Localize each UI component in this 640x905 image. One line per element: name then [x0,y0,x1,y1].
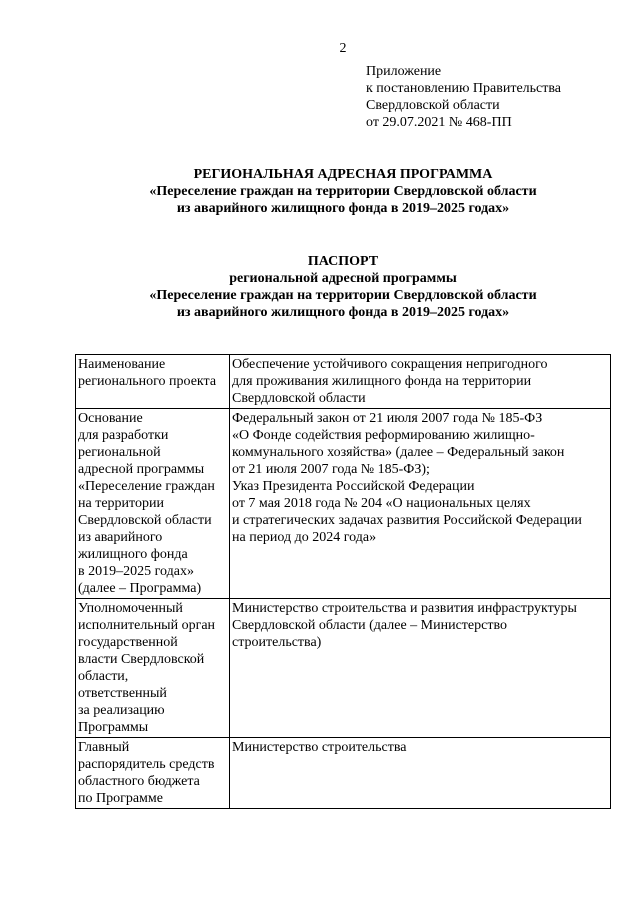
label-line: Наименование [78,357,166,372]
value-line: Министерство строительства и развития инфраструктуры [232,601,577,616]
row-value-cell [230,355,611,409]
label-line: из аварийного [78,530,163,545]
passport-heading-line: региональной адресной программы [229,271,457,286]
label-line: области, [78,669,129,684]
table-row [76,599,611,738]
label-line: адресной программы [78,462,205,477]
label-line: Программы [78,720,149,735]
program-heading [0,166,640,217]
value-line: Указ Президента Российской Федерации [232,479,475,494]
label-line: Главный [78,740,130,755]
value-line: «О Фонде содействия реформированию жилищно- [232,428,535,443]
value-line: от 21 июля 2007 года № 185-ФЗ); [232,462,430,477]
label-line: (далее – Программа) [78,581,202,596]
label-line: Свердловской области [78,513,212,528]
program-heading-line: «Переселение граждан на территории Свердловской области [149,184,537,199]
label-line: Уполномоченный [78,601,183,616]
passport-heading-line: «Переселение граждан на территории Свердловской области [149,288,537,303]
row-label-cell [76,599,230,738]
appendix-line: Свердловской области [366,98,500,113]
value-line: на период до 2024 года» [232,530,377,545]
page-number: 2 [339,41,347,56]
appendix-line: Приложение [366,64,442,79]
label-line: ответственный [78,686,167,701]
passport-table [75,354,611,809]
passport-heading-line: ПАСПОРТ [307,254,379,269]
passport-heading-line: из аварийного жилищного фонда в 2019–2025 годах» [176,305,510,320]
label-line: для разработки [78,428,169,443]
label-line: регионального проекта [78,374,217,389]
value-line: Федеральный закон от 21 июля 2007 года № 185-ФЗ [232,411,543,426]
value-line: Свердловской области [232,391,366,406]
row-value-cell [230,409,611,599]
label-line: за реализацию [78,703,165,718]
label-line: государственной [78,635,178,650]
value-line: и стратегических задачах развития Российской Федерации [232,513,582,528]
label-line: в 2019–2025 годах» [78,564,194,579]
label-line: на территории [78,496,164,511]
label-line: региональной [78,445,161,460]
row-label-cell [76,409,230,599]
value-line: строительства) [232,635,322,650]
program-heading-line: из аварийного жилищного фонда в 2019–2025 годах» [176,201,510,216]
value-line: для проживания жилищного фонда на территории [232,374,532,389]
appendix-line: от 29.07.2021 № 468-ПП [366,115,512,130]
value-line: коммунального хозяйства» (далее – Федеральный закон [232,445,565,460]
label-line: по Программе [78,791,163,806]
table-row [76,409,611,599]
value-line: Свердловской области (далее – Министерство [232,618,507,633]
row-value-cell [230,738,611,809]
appendix-note [366,63,626,131]
label-line: жилищного фонда [78,547,188,562]
row-label-cell [76,738,230,809]
label-line: исполнительный орган [78,618,216,633]
value-line: Министерство строительства [232,740,407,755]
label-line: «Переселение граждан [78,479,215,494]
value-line: Обеспечение устойчивого сокращения непригодного [232,357,548,372]
label-line: распорядитель средств [78,757,215,772]
label-line: власти Свердловской [78,652,205,667]
appendix-line: к постановлению Правительства [366,81,562,96]
row-value-cell [230,599,611,738]
label-line: областного бюджета [78,774,200,789]
label-line: Основание [78,411,143,426]
table-row [76,355,611,409]
program-heading-line: РЕГИОНАЛЬНАЯ АДРЕСНАЯ ПРОГРАММА [193,167,493,182]
value-line: от 7 мая 2018 года № 204 «О национальных целях [232,496,531,511]
passport-heading [0,253,640,321]
table-row [76,738,611,809]
row-label-cell [76,355,230,409]
